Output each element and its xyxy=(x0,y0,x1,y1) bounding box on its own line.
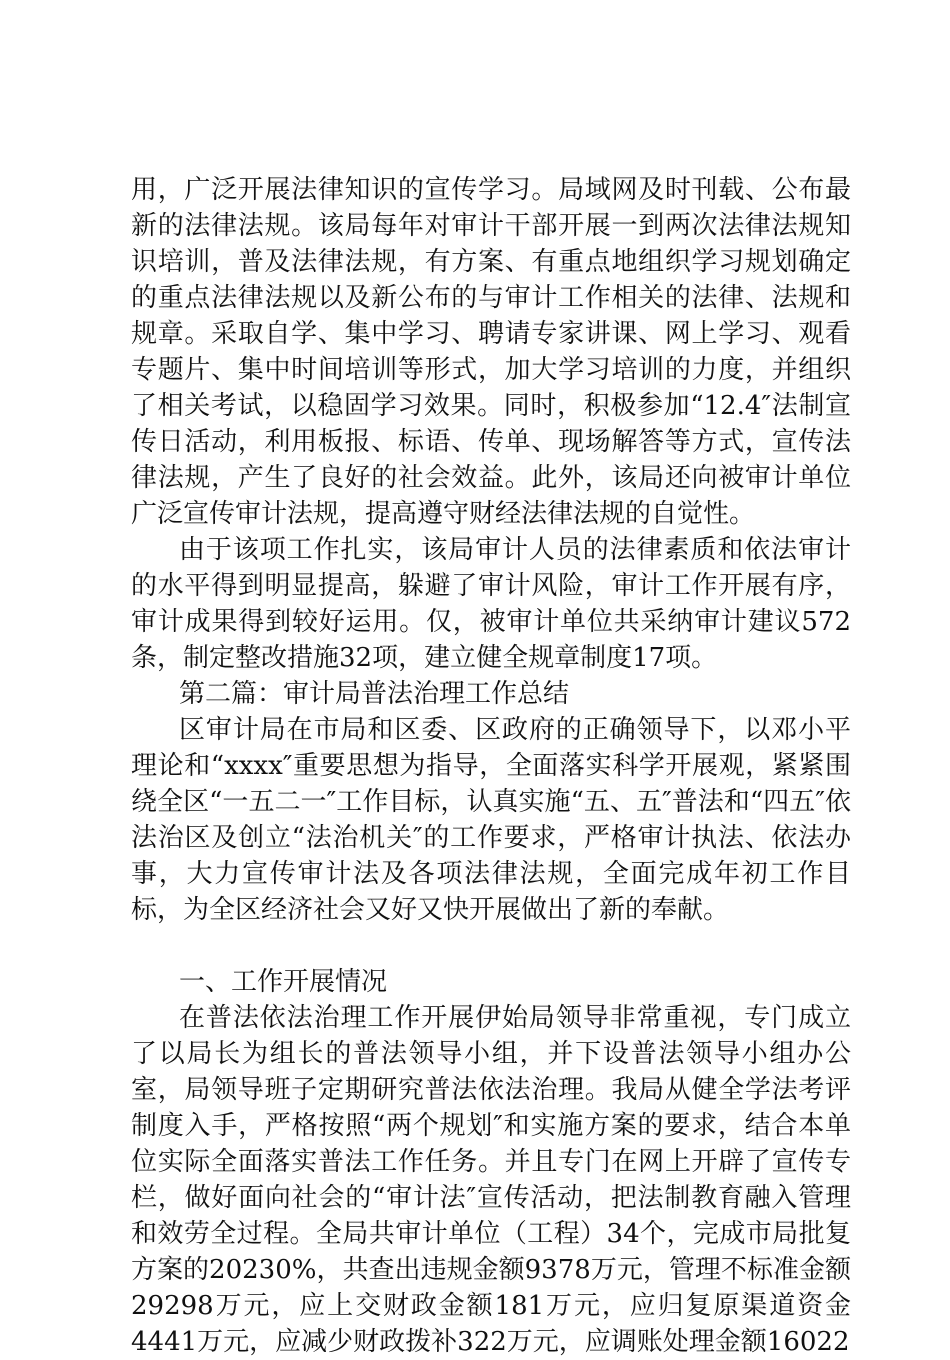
paragraph-legal-publicity: 用，广泛开展法律知识的宣传学习。局域网及时刊载、公布最新的法律法规。该局每年对审计干部开展一到两次法律法规知识培训，普及法律法规，有方案、有重点地组织学习规划确定的重点法律法规以及新公布的与审计工作相关的法律、法规和规章。采取自学、集中学习、聘请专家讲课、网上学习、观看专题片、集中时间培训等形式，加大学习培训的力度，并组织了相关考试，以稳固学习效果。同时，积极参加“12.4″法制宣传日活动，利用板报、标语、传单、现场解答等方式，宣传法律法规，产生了良好的社会效益。此外，该局还向被审计单位广泛宣传审计法规，提高遵守财经法律法规的自觉性。 xyxy=(131,175,851,529)
paragraph-spacer xyxy=(131,928,851,964)
paragraph-work-details: 在普法依法治理工作开展伊始局领导非常重视，专门成立了以局长为组长的普法领导小组，并下设普法领导小组办公室，局领导班子定期研究普法依法治理。我局从健全学法考评制度入手，严格按照“两个规划″和实施方案的要求，结合本单位实际全面落实普法工作任务。并且专门在网上开辟了宣传专栏，做好面向社会的“审计法″宣传活动，把法制教育融入管理和效劳全过程。全局共审计单位（工程）34个，完成市局批复方案的20230%，共查出违规金额9378万元，管理不标准金额29298万元，应上交财政金额181万元，应归复原渠道资金4441万元，应减少财政拨补322万元，应调账处理金额16022 xyxy=(131,1003,851,1357)
paragraph-introduction: 区审计局在市局和区委、区政府的正确领导下，以邓小平理论和“xxxx″重要思想为指导，全面落实科学开展观，紧紧围绕全区“一五二一″工作目标，认真实施“五、五″普法和“四五″依法治区及创立“法治机关″的工作要求，严格审计执法、依法办事，大力宣传审计法及各项法律法规，全面完成年初工作目标，为全区经济社会又好又快开展做出了新的奉献。 xyxy=(131,715,851,925)
section-heading-work-status: 一、工作开展情况 xyxy=(179,967,388,997)
section-title-part-two: 第二篇：审计局普法治理工作总结 xyxy=(179,679,570,709)
document-body xyxy=(131,172,851,1360)
paragraph-results: 由于该项工作扎实，该局审计人员的法律素质和依法审计的水平得到明显提高，躲避了审计风险，审计工作开展有序，审计成果得到较好运用。仅，被审计单位共采纳审计建议572条，制定整改措施32项，建立健全规章制度17项。 xyxy=(131,535,851,673)
